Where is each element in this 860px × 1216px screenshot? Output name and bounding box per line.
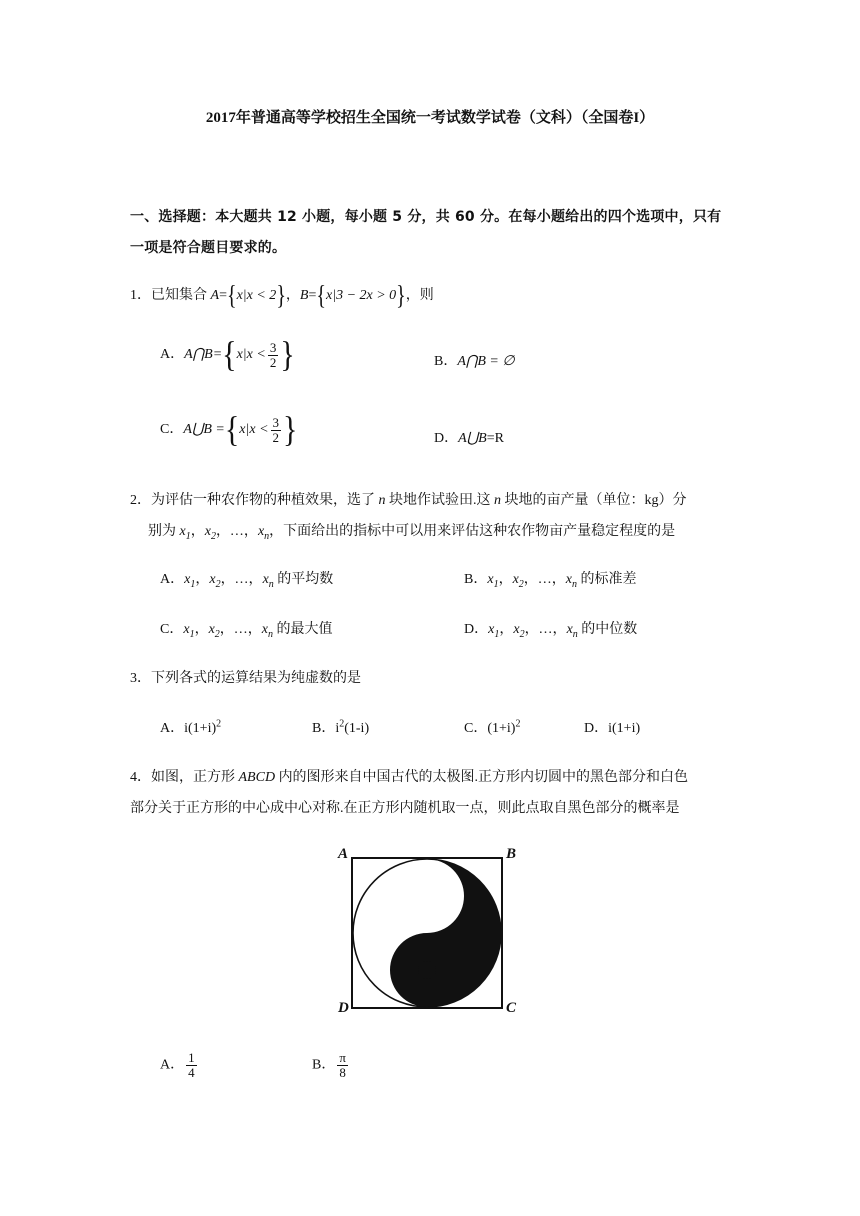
vertex-label-d: D xyxy=(338,1000,349,1016)
page-title: 2017年普通高等学校招生全国统一考试数学试卷（文科）（全国卷I） xyxy=(205,110,655,126)
vertex-label-a: A xyxy=(338,846,349,862)
q1-d-expr: A⋃B xyxy=(458,431,487,446)
q1-prefix: 1．已知集合 xyxy=(130,288,211,303)
q4-a-fraction xyxy=(186,1051,197,1079)
vertex-label-c: C xyxy=(506,1000,517,1016)
q4-abcd: ABCD xyxy=(238,770,276,785)
option-label: C． xyxy=(464,721,488,736)
q3-a-text: i(1+i) xyxy=(184,721,217,736)
q3-d-text: i(1+i) xyxy=(608,721,641,736)
q1-option-c: C．A⋃B ={x|x < $\frac{3}{2}$ } xyxy=(160,409,298,450)
q2-n: n xyxy=(494,493,501,508)
option-label: B． xyxy=(434,354,458,369)
question-4-line1 xyxy=(130,766,688,786)
q2-n: n xyxy=(378,493,386,508)
section-header-line1: 一、选择题：本大题共 12 小题，每小题 5 分，共 60 分。在每小题给出的四个选项中，只有 xyxy=(130,209,722,225)
option-label: A． xyxy=(160,572,185,587)
q1-d-tail: =R xyxy=(486,431,504,446)
q3-option-d xyxy=(584,717,640,737)
frac-num: 3 xyxy=(272,414,280,430)
taiji-white-dot xyxy=(418,887,436,905)
q2-option-d: D．$x_1$，$x_2$，…，$x_n$ 的中位数 xyxy=(464,622,638,640)
q2-text-e: ，下面给出的指标中可以用来评估这种农作物亩产量稳定程度的是 xyxy=(269,524,676,539)
option-label: D． xyxy=(584,721,609,736)
taiji-figure xyxy=(330,842,530,1022)
question-2-line1 xyxy=(130,489,687,509)
q3-c-text: (1+i) xyxy=(487,721,516,736)
q3-b-text-pre: i xyxy=(335,721,340,736)
q2-a-text: 的平均数 xyxy=(277,572,334,587)
q1-suffix: ，则 xyxy=(405,288,434,303)
q4-option-a xyxy=(160,1051,199,1079)
q3-b-text-post: (1-i) xyxy=(344,721,370,736)
q1-c-body: x|x < xyxy=(239,422,269,438)
q2-text-d: 别为 xyxy=(148,524,180,539)
question-4-line2: 部分关于正方形的中心成中心对称.在正方形内随机取一点，则此点取自黑色部分的概率是 xyxy=(130,801,680,816)
option-label: B． xyxy=(464,572,488,587)
q1-a-fraction xyxy=(268,341,279,369)
taiji-black-dot xyxy=(418,961,436,979)
frac-num: 3 xyxy=(269,339,277,355)
option-label: D． xyxy=(464,622,489,637)
q4-b-fraction xyxy=(337,1051,348,1079)
q1-option-d xyxy=(434,427,504,447)
q2-text-c: 块地的亩产量（单位：kg）分 xyxy=(501,493,687,508)
q2-text-a: 2．为评估一种农作物的种植效果，选了 xyxy=(130,493,379,508)
option-label: D． xyxy=(434,431,459,446)
q2-c-text: 的最大值 xyxy=(276,622,333,637)
q2-option-a: A．$x_1$，$x_2$，…，$x_n$ 的平均数 xyxy=(160,572,334,590)
q1-c-fraction xyxy=(271,416,282,444)
q1-b-expr: A⋂B = ∅ xyxy=(457,354,515,369)
option-label: C． xyxy=(160,422,184,438)
q1-a-body: x|x < xyxy=(236,347,266,363)
q3-option-a: A．$i(1+i)^2$ xyxy=(160,718,222,736)
option-label: A． xyxy=(160,347,185,363)
taiji-svg xyxy=(330,842,530,1022)
question-2-line2: 别为 $x_1$，$x_2$，…，$x_n$，下面给出的指标中可以用来评估这种农作物亩产量稳定程度的是 xyxy=(148,524,676,542)
q1-c-expr: A⋃B = xyxy=(183,422,225,438)
frac-den: 4 xyxy=(188,1064,195,1080)
q4-text-a: 4．如图，正方形 xyxy=(130,770,239,785)
frac-num: π xyxy=(339,1050,346,1065)
q4-option-b xyxy=(312,1051,350,1079)
q2-option-c: C．$x_1$，$x_2$，…，$x_n$ 的最大值 xyxy=(160,622,333,640)
q2-b-text: 的标准差 xyxy=(580,572,637,587)
option-label: A． xyxy=(160,721,185,736)
frac-num: 1 xyxy=(188,1050,195,1065)
q2-d-text: 的中位数 xyxy=(581,622,638,637)
option-label: B． xyxy=(312,1057,336,1073)
option-label: C． xyxy=(160,622,184,637)
frac-den: 2 xyxy=(272,429,280,445)
set-a-body: x|x < 2 xyxy=(236,288,277,303)
set-b-name: B xyxy=(299,288,309,303)
set-a-name: A xyxy=(210,288,220,303)
q1-option-a: A．A⋂B={x|x < $\frac{3}{2}$ } xyxy=(160,334,295,375)
frac-den: 8 xyxy=(339,1064,346,1080)
vertex-label-b: B xyxy=(506,846,517,862)
q2-text-b: 块地作试验田.这 xyxy=(385,493,494,508)
q3-option-b: B．$i^2(1-i)$ xyxy=(312,718,370,736)
q2-option-b: B．$x_1$，$x_2$，…，$x_n$ 的标准差 xyxy=(464,572,637,590)
question-1-stem: 1．已知集合 A={x|x < 2}，B={x|3 − 2x > 0}，则 xyxy=(130,280,434,311)
q1-a-expr: A⋂B= xyxy=(184,347,223,363)
option-label: B． xyxy=(312,721,336,736)
q3-option-c: C．$(1+i)^2$ xyxy=(464,718,521,736)
q4-text-b: 内的图形来自中国古代的太极图.正方形内切圆中的黑色部分和白色 xyxy=(275,770,689,785)
set-b-body: x|3 − 2x > 0 xyxy=(326,288,397,303)
question-3-stem: 3．下列各式的运算结果为纯虚数的是 xyxy=(130,671,361,686)
frac-den: 2 xyxy=(269,354,277,370)
option-label: A． xyxy=(160,1057,185,1073)
section-header-line2: 一项是符合题目要求的。 xyxy=(130,240,287,256)
q1-option-b xyxy=(434,350,515,370)
